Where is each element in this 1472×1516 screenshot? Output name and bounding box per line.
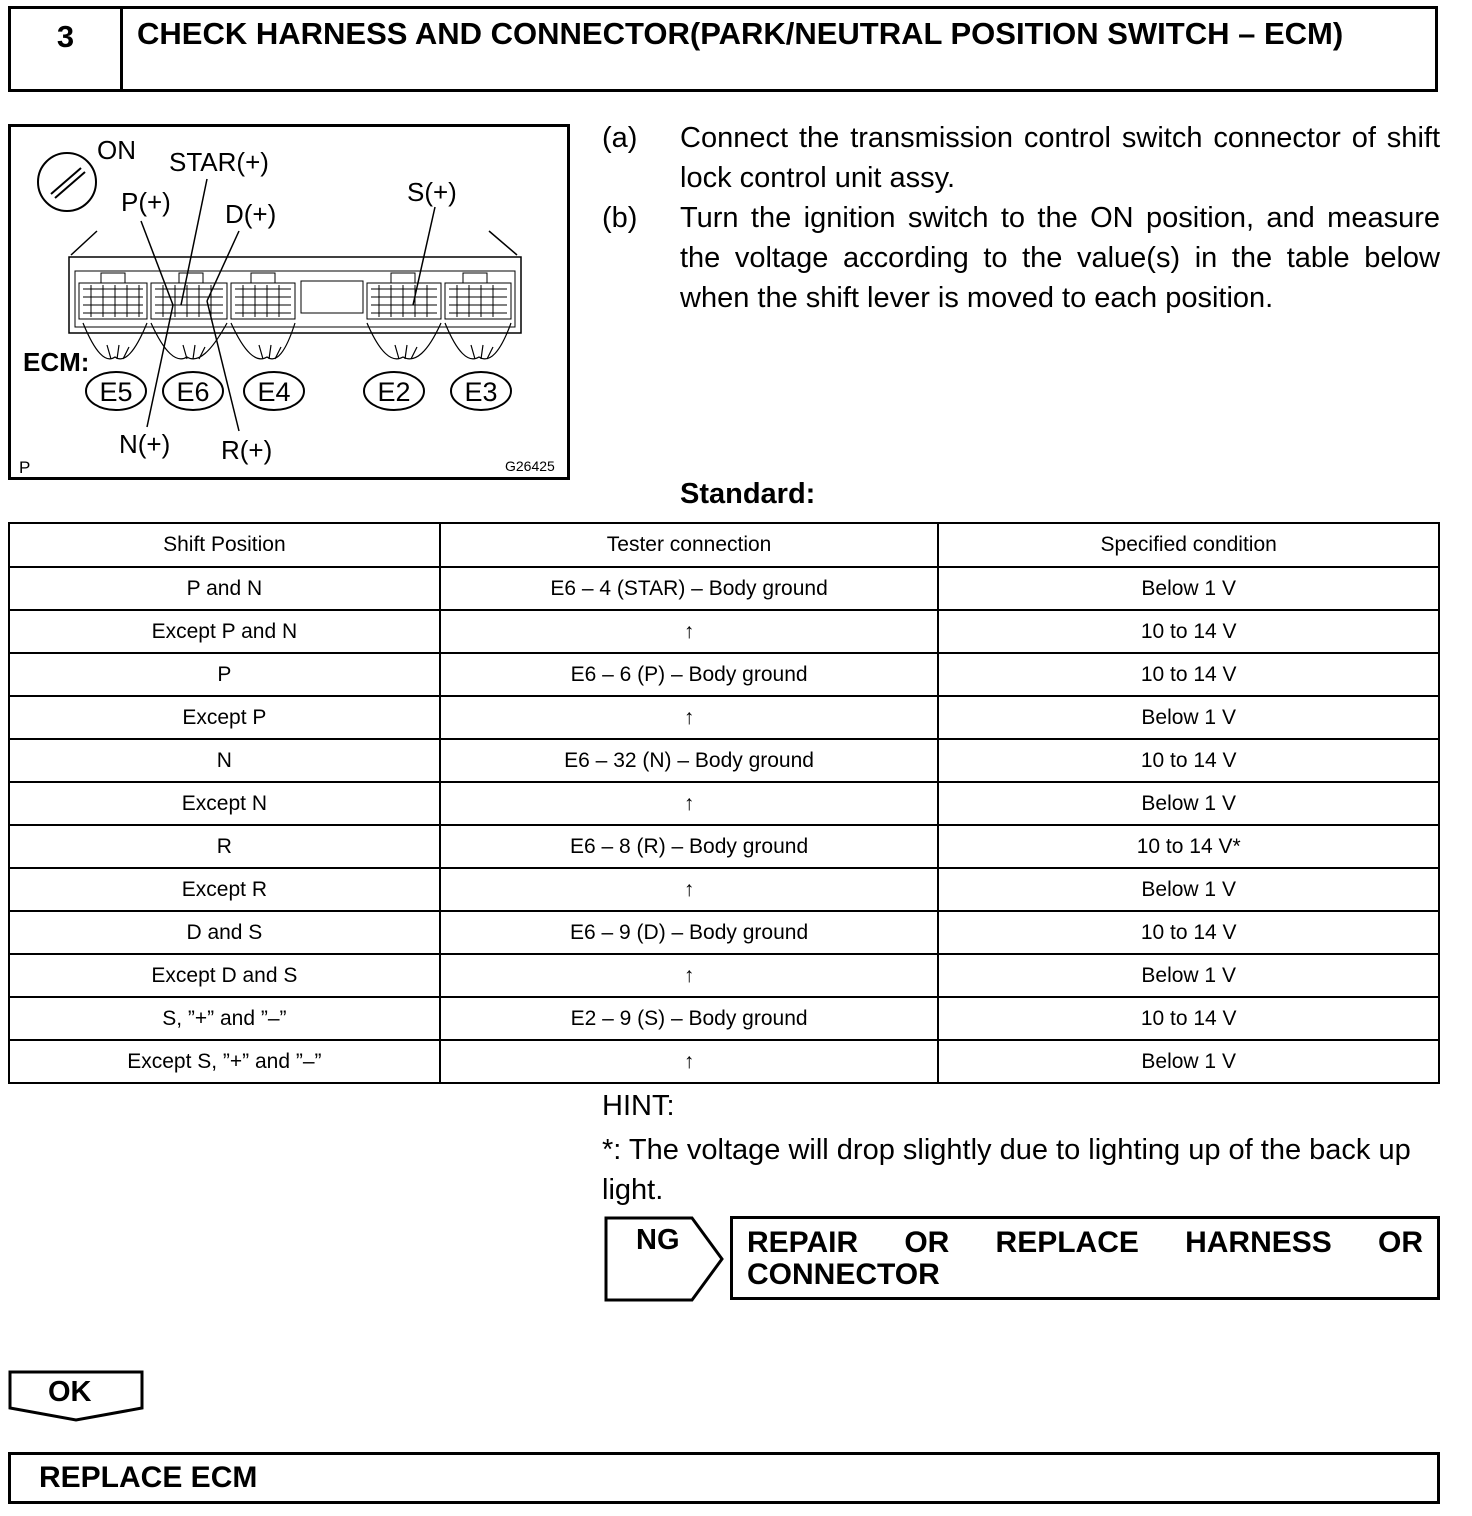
ng-action-text: REPAIR OR REPLACE HARNESS OR CONNECTOR — [747, 1226, 1423, 1291]
cell-tester-connection: ↑ — [440, 868, 939, 911]
cell-specified-condition: Below 1 V — [938, 696, 1439, 739]
ecm-connector-diagram — [8, 124, 570, 480]
ok-action-text: REPLACE ECM — [39, 1461, 258, 1494]
header-shift-position: Shift Position — [9, 523, 440, 567]
cell-shift-position: Except R — [9, 868, 440, 911]
cell-shift-position: Except N — [9, 782, 440, 825]
cell-shift-position: D and S — [9, 911, 440, 954]
hint-label: HINT: — [602, 1090, 675, 1122]
ok-label: OK — [48, 1376, 92, 1408]
cell-shift-position: Except D and S — [9, 954, 440, 997]
cell-specified-condition: 10 to 14 V — [938, 653, 1439, 696]
label-r: R(+) — [221, 435, 273, 465]
figure-corner-letter: P — [19, 458, 31, 477]
table-row — [9, 868, 1439, 911]
connector-e2: E2 — [377, 377, 411, 407]
standard-label: Standard: — [680, 478, 816, 510]
table-row — [9, 567, 1439, 610]
cell-shift-position: Except S, ”+” and ”–” — [9, 1040, 440, 1083]
label-p: P(+) — [121, 187, 171, 217]
cell-tester-connection: E6 – 32 (N) – Body ground — [440, 739, 939, 782]
table-row — [9, 696, 1439, 739]
cell-specified-condition: 10 to 14 V — [938, 911, 1439, 954]
cell-shift-position: P — [9, 653, 440, 696]
table-row — [9, 825, 1439, 868]
cell-tester-connection: ↑ — [440, 610, 939, 653]
cell-tester-connection: ↑ — [440, 782, 939, 825]
cell-specified-condition: Below 1 V — [938, 1040, 1439, 1083]
table-row — [9, 911, 1439, 954]
label-d: D(+) — [225, 199, 277, 229]
cell-tester-connection: E6 – 4 (STAR) – Body ground — [440, 567, 939, 610]
table-row — [9, 739, 1439, 782]
connector-e3: E3 — [464, 377, 498, 407]
table-row — [9, 610, 1439, 653]
hint-text: *: The voltage will drop slightly due to lighting up of the back up light. — [602, 1134, 1411, 1206]
figure-id: G26425 — [505, 458, 555, 474]
label-s: S(+) — [407, 177, 457, 207]
step-number: 3 — [11, 9, 123, 89]
cell-specified-condition: 10 to 14 V — [938, 610, 1439, 653]
cell-shift-position: P and N — [9, 567, 440, 610]
cell-specified-condition: Below 1 V — [938, 567, 1439, 610]
step-b-text: Turn the ignition switch to the ON position, and measure the voltage according to the value(s) in the table below when the shift lever is moved to each position. — [680, 202, 1440, 314]
label-n: N(+) — [119, 429, 171, 459]
cell-specified-condition: Below 1 V — [938, 954, 1439, 997]
cell-specified-condition: 10 to 14 V — [938, 997, 1439, 1040]
connector-e5: E5 — [99, 377, 133, 407]
cell-tester-connection: E6 – 6 (P) – Body ground — [440, 653, 939, 696]
ng-action-box — [730, 1216, 1440, 1300]
table-header-row — [9, 523, 1439, 567]
header-tester-connection: Tester connection — [440, 523, 939, 567]
cell-specified-condition: Below 1 V — [938, 868, 1439, 911]
label-ecm: ECM: — [23, 347, 90, 377]
cell-tester-connection: ↑ — [440, 954, 939, 997]
ng-label: NG — [636, 1224, 680, 1256]
label-on: ON — [97, 135, 136, 165]
connector-ovals — [86, 372, 511, 410]
table-row — [9, 954, 1439, 997]
cell-shift-position: Except P and N — [9, 610, 440, 653]
step-title: CHECK HARNESS AND CONNECTOR(PARK/NEUTRAL POSITION SWITCH – ECM) — [137, 16, 1344, 51]
wire-bundles — [83, 323, 511, 359]
connector-e4: E4 — [257, 377, 291, 407]
connector-blocks — [79, 273, 511, 319]
table-row — [9, 1040, 1439, 1083]
step-header — [8, 6, 1438, 92]
header-specified-condition: Specified condition — [938, 523, 1439, 567]
cell-tester-connection: ↑ — [440, 1040, 939, 1083]
specification-table — [8, 522, 1440, 1084]
step-a-text: Connect the transmission control switch connector of shift lock control unit assy. — [680, 122, 1440, 194]
ignition-key-icon — [38, 153, 96, 211]
table-row — [9, 782, 1439, 825]
step-a-label: (a) — [602, 122, 638, 154]
cell-specified-condition: 10 to 14 V — [938, 739, 1439, 782]
connector-e6: E6 — [176, 377, 210, 407]
table-row — [9, 997, 1439, 1040]
cell-shift-position: R — [9, 825, 440, 868]
cell-specified-condition: 10 to 14 V* — [938, 825, 1439, 868]
cell-shift-position: Except P — [9, 696, 440, 739]
step-b-label: (b) — [602, 202, 638, 234]
cell-shift-position: N — [9, 739, 440, 782]
cell-tester-connection: ↑ — [440, 696, 939, 739]
cell-shift-position: S, ”+” and ”–” — [9, 997, 440, 1040]
cell-tester-connection: E2 – 9 (S) – Body ground — [440, 997, 939, 1040]
label-star: STAR(+) — [169, 147, 269, 177]
table-row — [9, 653, 1439, 696]
cell-specified-condition: Below 1 V — [938, 782, 1439, 825]
ok-action-box — [8, 1452, 1440, 1504]
cell-tester-connection: E6 – 8 (R) – Body ground — [440, 825, 939, 868]
cell-tester-connection: E6 – 9 (D) – Body ground — [440, 911, 939, 954]
ecm-diagram-svg — [11, 127, 567, 477]
